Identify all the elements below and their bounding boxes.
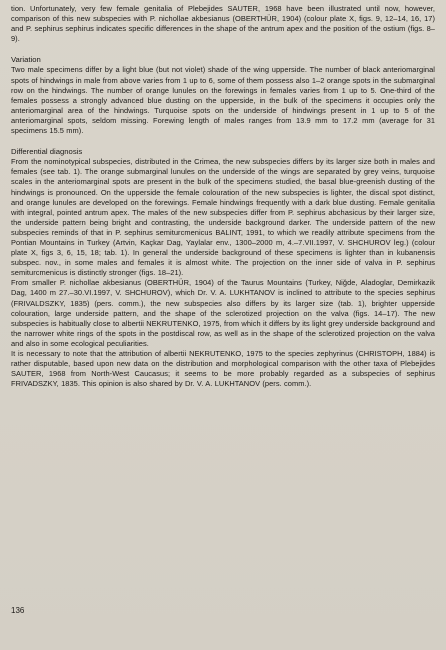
paragraph-albertii-attribution: It is necessary to note that the attribution of albertii NEKRUTENKO, 1975 to the species zephyrinus (CHRISTOPH, 1884) is rather disputable, based upon new data on the distribution and morphological comparison with the other taxa of Plebejides SAUTER, 1968 from North-West Caucasus; it seems to be more probably regarded as a subspecies of sephirus FRIVADSZKY, 1835. This opinion is also shared by Dr. V. A. LUKHTANOV (pers. comm.). [11,349,435,389]
section-heading-variation: Variation [11,55,41,65]
paragraph-genitalia-comparison: tion. Unfortunately, very few female genitalia of Plebejides SAUTER, 1968 have been illustrated until now, however, comparison of this new subspecies with P. nichollae akbesianus (OBERTHÜR, 1904) (colour plate X, figs. 9, 12–14, 16, 17) and P. sephirus sephirus indicates specific differences in the shape of the antrum apex and the position of the ostium (figs. 8–9). [11,4,435,44]
paragraph-variation: Two male specimens differ by a light blue (but not violet) shade of the wing upperside. The number of black anteriomarginal spots of hindwings in male from above varies from 1 up to 6, some of them possess also 1–2 orange spots in the submarginal row on the hindwings. The number of orange lunules on the forewings in females varies from 1 up to 5. One-third of the females possess a strongly advanced blue dusting on the upperside, in the bulk of the specimens it occupies only the anteriomarginal area of the hindwings. Turquoise spots on the underside of hindwings present in 1 up to 5 of the anteriomarginal spots, seldom missing. Forewing length of males ranges from 13.9 mm to 17.2 mm (average for 31 specimens 15.5 mm). [11,65,435,136]
section-heading-differential-diagnosis: Differential diagnosis [11,147,83,157]
paragraph-diagnosis-akbesianus: From smaller P. nichollae akbesianus (OBERTHÜR, 1904) of the Taurus Mountains (Turkey, Niğde, Aladoglar, Demirkazik Dag, 1400 m 27.–30.VI.1997, V. SHCHUROV), which Dr. V. A. LUKHTANOV is inclined to attribute to the species sephirus (FRIVALDSZKY, 1835) (pers. comm.), the new subspecies also differs by its larger size (tab. 1), brighter upperside colouration, large underside pattern, and the shape of the sclerotized projection on the valva (figs. 14–17). The new subspecies is habitually close to albertii NEKRUTENKO, 1975, from which it differs by its light grey underside background and the narrower white rings of the spots in the postdiscal row, as well as in the shape of the sclerotized projection on the valva and also in some ecological peculiarities. [11,278,435,348]
page-number: 136 [11,606,25,615]
paragraph-diagnosis-nominotypical: From the nominotypical subspecies, distributed in the Crimea, the new subspecies differs by its larger size both in males and females (see tab. 1). The orange submarginal lunules on the underside of the wings are separated by grey veins, turquoise scales in the anteriomarginal spots are present in the bulk of the specimens studied, the basal blue-greenish dusting of the hindwings is pronounced. On the upperside the female colouration of the new subspecies is lighter, the discal spot distinct, and orange lunules are developed on the forewings. Female hindwings frequently with a dark blue dusting. Female genitalia with integral, pointed antrum apex. The males of the new subspecies differ from P. sephirus abchasicus by their larger size, the underside pattern being bright and contrasting, the underside background darker. The underside pattern of the new subspecies reminds of that in P. sephirus semiturcmenicus BALINT, 1991, to which we readily attribute specimens from the Pontian Mountains in Turkey (Artvin, Kaçkar Dag, Yaylalar env., 1300–2000 m, 4.–7.VII.1997, V. SHCHUROV leg.) (colour plate X, figs 3, 6, 15, 18; tab. 1). In general the underside background of these specimens is lighter than in kubanensis subspec. nov., in some males and females it is almost white. The projection on the inner side of valva in P. sephirus semiturcmenicus is distinctly stronger (figs. 18–21). [11,157,435,278]
